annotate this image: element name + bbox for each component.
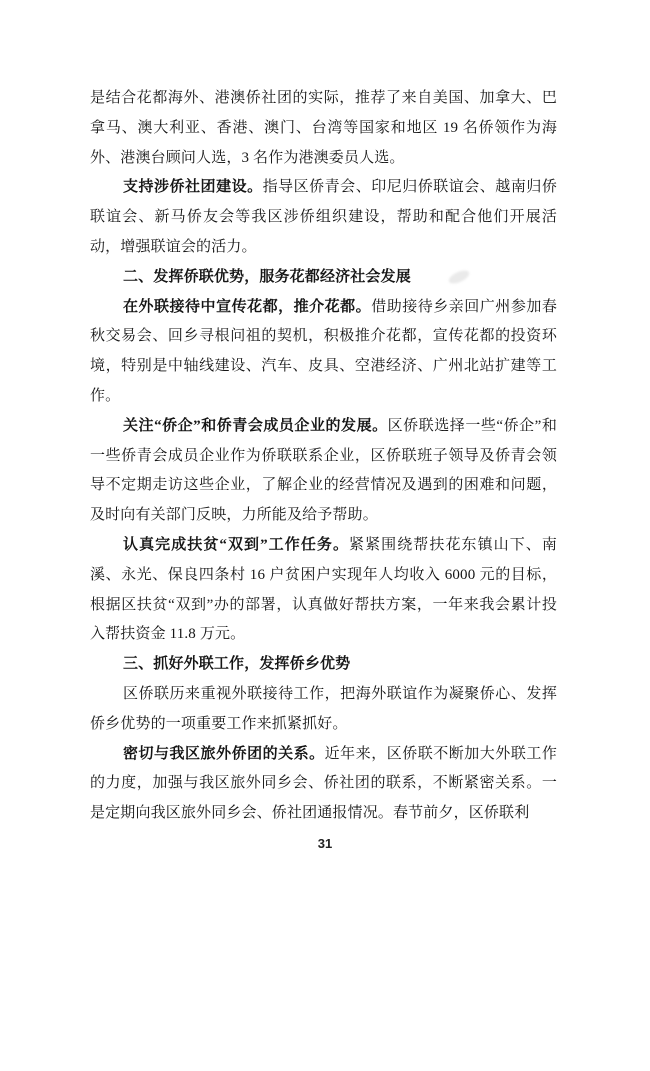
section-heading-3 bbox=[90, 650, 557, 680]
paragraph-overseas-relations bbox=[90, 740, 557, 829]
paragraph-enterprises bbox=[90, 412, 557, 531]
paragraph-lead: 密切与我区旅外侨团的关系。 bbox=[123, 745, 325, 762]
paragraph-continuation bbox=[90, 84, 557, 173]
text-block bbox=[90, 84, 557, 829]
paragraph-body: 近年来，区侨联不断加大外联工作的力度，加强与我区旅外同乡会、侨社团的联系，不断紧密关系。一是定期向我区旅外同乡会、侨社团通报情况。春节前夕，区侨联利 bbox=[90, 745, 557, 822]
paragraph-poverty-relief bbox=[90, 531, 557, 650]
paragraph-lead: 在外联接待中宣传花都，推介花都。 bbox=[123, 298, 372, 315]
paragraph-liaison-importance bbox=[90, 680, 557, 740]
paragraph-lead: 关注“侨企”和侨青会成员企业的发展。 bbox=[123, 417, 388, 434]
heading-text: 三、抓好外联工作，发挥侨乡优势 bbox=[123, 656, 351, 673]
paragraph-body: 借助接待乡亲回广州参加春秋交易会、回乡寻根问祖的契机，积极推介花都，宣传花都的投资环境，特别是中轴线建设、汽车、皮具、空港经济、广州北站扩建等工作。 bbox=[90, 298, 557, 404]
paragraph-body: 区侨联选择一些“侨企”和一些侨青会成员企业作为侨联联系企业，区侨联班子领导及侨青会领导不定期走访这些企业，了解企业的经营情况及遇到的困难和问题，及时向有关部门反映，力所能及给予帮助。 bbox=[90, 417, 557, 524]
paragraph-social-groups bbox=[90, 173, 557, 262]
paragraph-body: 是结合花都海外、港澳侨社团的实际，推荐了来自美国、加拿大、巴拿马、澳大利亚、香港、澳门、台湾等国家和地区 19 名侨领作为海外、港澳台顾问人选，3 名作为港澳委员人选。 bbox=[90, 90, 557, 166]
paragraph-lead: 认真完成扶贫“双到”工作任务。 bbox=[123, 536, 350, 553]
paragraph-promote-huadu bbox=[90, 293, 557, 412]
section-heading-2 bbox=[90, 263, 557, 293]
paragraph-body: 紧紧围绕帮扶花东镇山下、南溪、永光、保良四条村 16 户贫困户实现年人均收入 6000 元的目标，根据区扶贫“双到”办的部署，认真做好帮扶方案，一年来我会累计投入帮扶资金 11.8 万元。 bbox=[90, 536, 557, 643]
paragraph-body: 区侨联历来重视外联接待工作，把海外联谊作为凝聚侨心、发挥侨乡优势的一项重要工作来抓紧抓好。 bbox=[90, 685, 557, 732]
paragraph-lead: 支持涉侨社团建设。 bbox=[123, 179, 263, 196]
heading-text: 二、发挥侨联优势，服务花都经济社会发展 bbox=[123, 268, 411, 285]
paragraph-body: 指导区侨青会、印尼归侨联谊会、越南归侨联谊会、新马侨友会等我区涉侨组织建设，帮助和配合他们开展活动，增强联谊会的活力。 bbox=[90, 179, 557, 255]
page-number: 31 bbox=[317, 836, 333, 851]
